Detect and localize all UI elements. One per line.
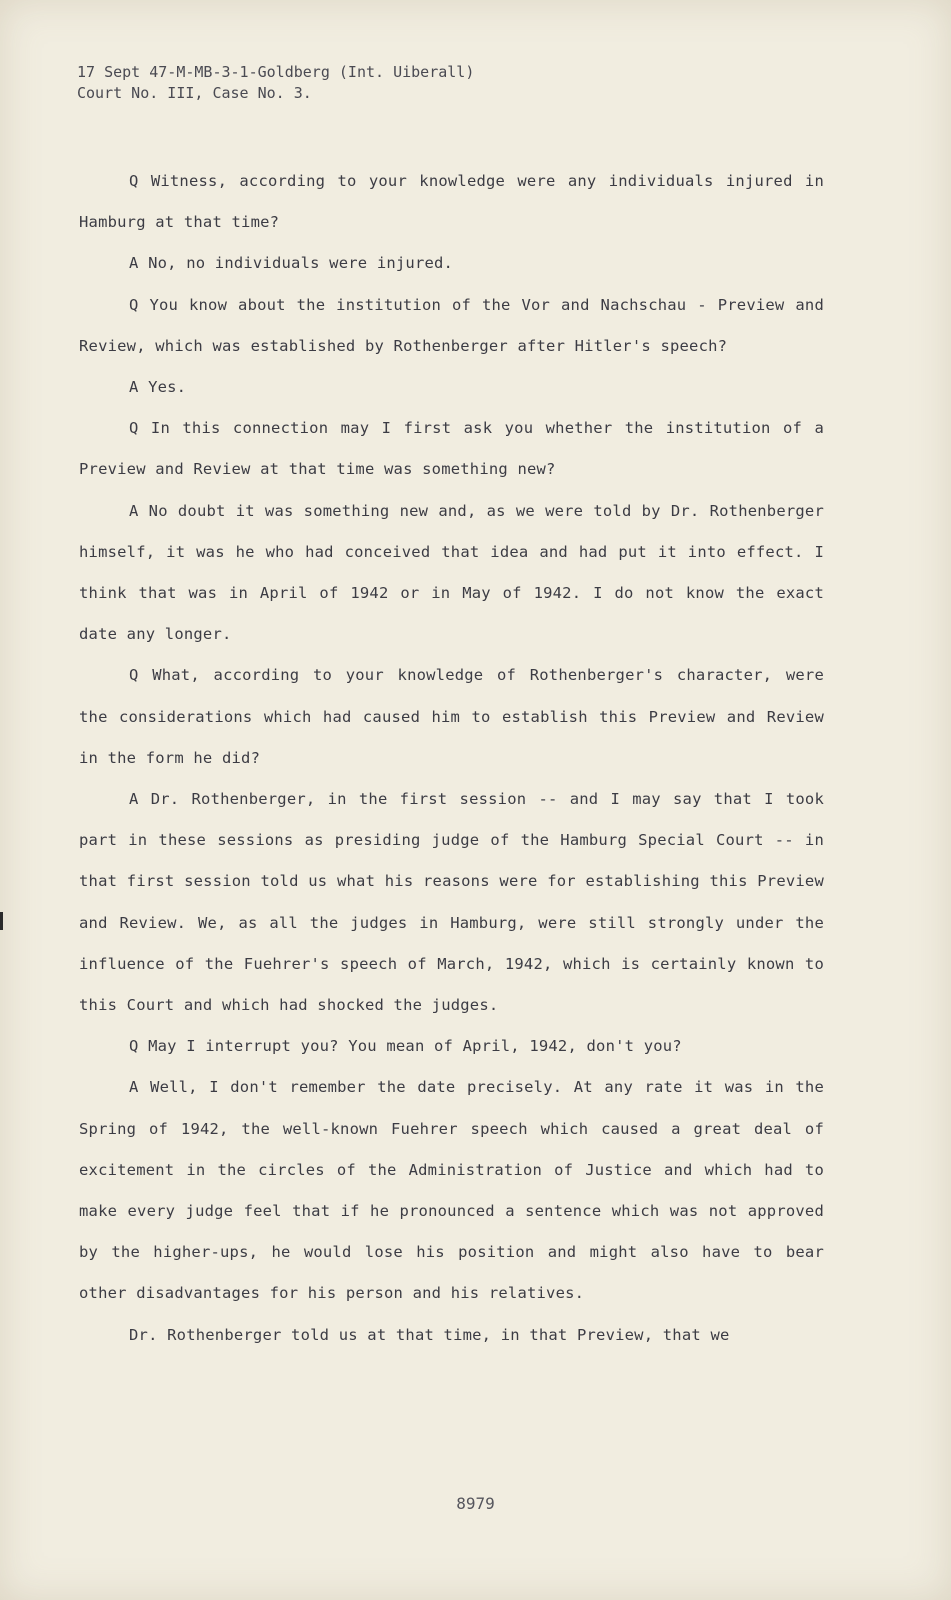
transcript-paragraph: Q Witness, according to your knowledge were any individuals injured in Hamburg at that time? xyxy=(79,172,824,232)
transcript-paragraph: Q You know about the institution of the Vor and Nachschau - Preview and Review, which was established by Rothenberger after Hitler's speech? xyxy=(79,295,824,355)
page-number: 8979 xyxy=(456,1494,495,1513)
header-court-line: Court No. III, Case No. 3. xyxy=(77,84,312,102)
document-header xyxy=(77,62,474,104)
transcript-paragraph: A Dr. Rothenberger, in the first session -- and I may say that I took part in these sessions as presiding judge of the Hamburg Special Court -- in that first session told us what his reasons were for establishing this Preview and Review. We, as all the judges in Hamburg, were still strongly under the influence of the Fuehrer's speech of March, 1942, which is certainly known to this Court and which had shocked the judges. xyxy=(79,790,824,1015)
header-reference-line: 17 Sept 47-M-MB-3-1-Goldberg (Int. Uiberall) xyxy=(77,63,475,81)
edge-mark xyxy=(0,912,3,930)
transcript-paragraph: Q What, according to your knowledge of Rothenberger's character, were the considerations which had caused him to establish this Preview and Review in the form he did? xyxy=(79,666,824,767)
transcript-paragraph: A Well, I don't remember the date precisely. At any rate it was in the Spring of 1942, the well-known Fuehrer speech which caused a great deal of excitement in the circles of the Administration of Justice and which had to make every judge feel that if he pronounced a sentence which was not approved by the higher-ups, he would lose his position and might also have to bear other disadvantages for his person and his relatives. xyxy=(79,1078,824,1303)
transcript-paragraph: Q In this connection may I first ask you whether the institution of a Preview and Review at that time was something new? xyxy=(79,419,824,479)
transcript-paragraph: A No doubt it was something new and, as we were told by Dr. Rothenberger himself, it was he who had conceived that idea and had put it into effect. I think that was in April of 1942 or in May of 1942. I do not know the exact date any longer. xyxy=(79,501,824,644)
transcript-paragraph: Q May I interrupt you? You mean of April, 1942, don't you? xyxy=(129,1037,682,1056)
transcript-paragraph: A No, no individuals were injured. xyxy=(129,254,454,273)
transcript-paragraph: A Yes. xyxy=(129,378,187,397)
transcript-body xyxy=(79,161,824,1356)
transcript-paragraph: Dr. Rothenberger told us at that time, in that Preview, that we xyxy=(129,1325,730,1344)
